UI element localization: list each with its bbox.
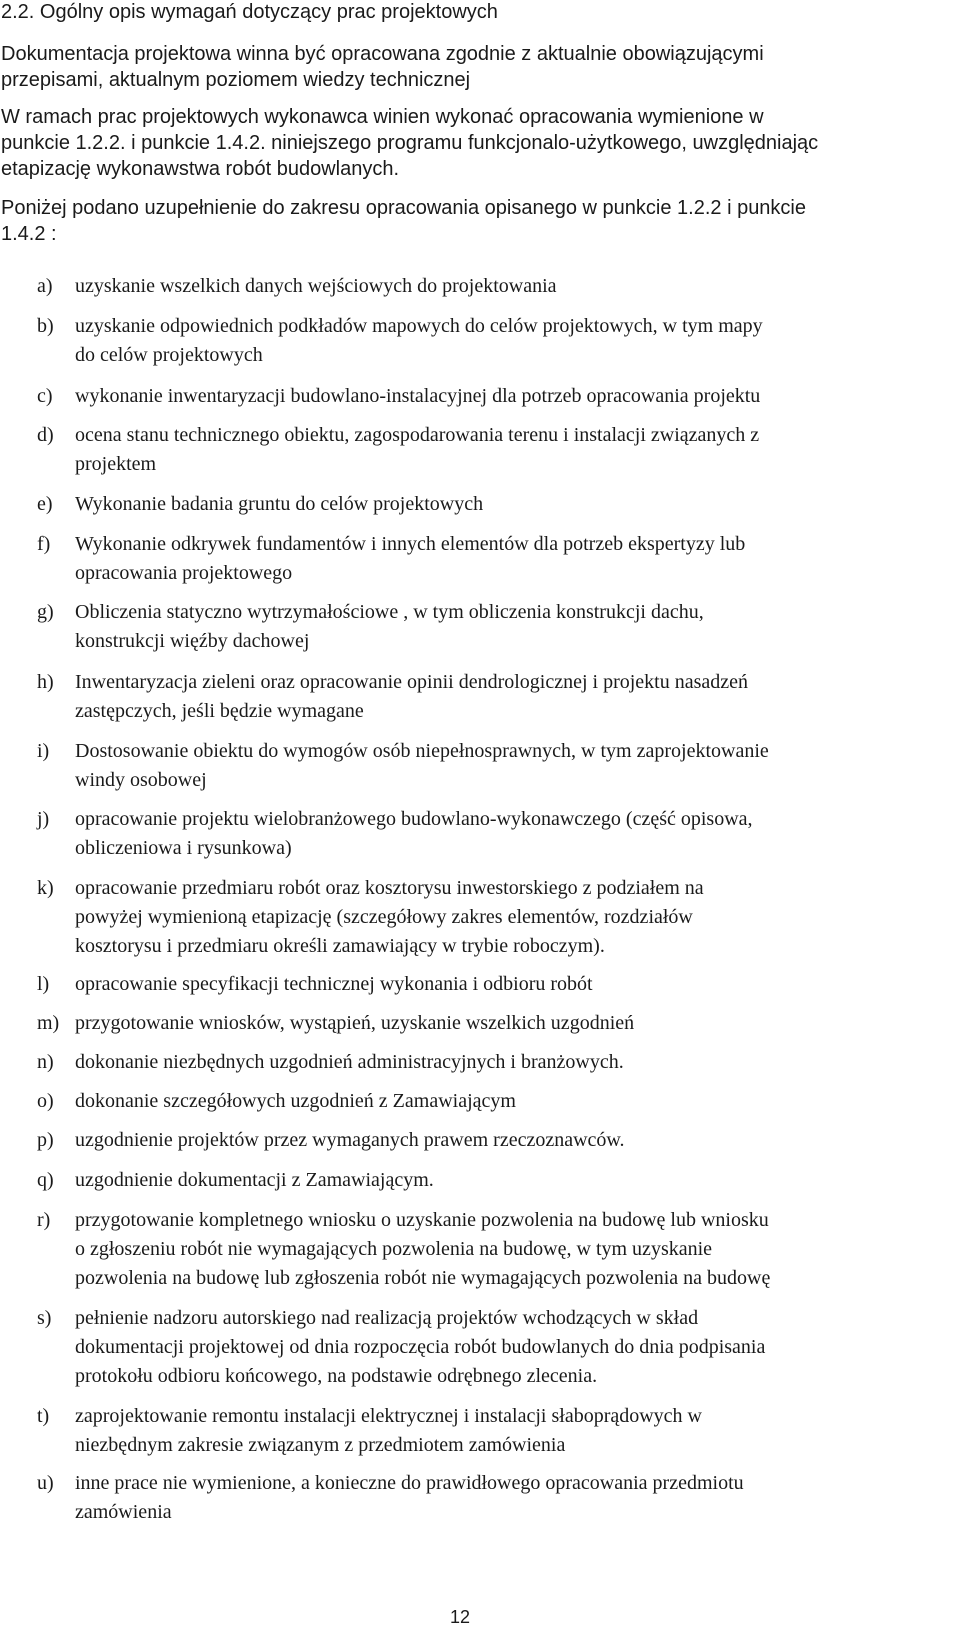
list-item-line: niezbędnym zakresie związanym z przedmiotem zamówienia [75,1433,566,1456]
list-item-text [75,382,960,411]
list-item-text [75,1469,960,1527]
list-item-line: uzgodnienie dokumentacji z Zamawiającym. [75,1169,434,1191]
list-item-letter: c) [37,385,53,407]
list-item-line: windy osobowej [75,768,207,791]
list-item-line: pozwolenia na budowę lub zgłoszenia robót nie wymagających pozwolenia na budowę [75,1266,771,1289]
list-item-letter: i) [37,740,50,762]
list-item-line: Wykonanie odkrywek fundamentów i innych elementów dla potrzeb ekspertyzy lub [75,533,746,555]
list-item-line: pełnienie nadzoru autorskiego nad realizacją projektów wchodzących w skład [75,1307,699,1329]
list-item-letter: o) [37,1090,54,1112]
list-item-line: zastępczych, jeśli będzie wymagane [75,699,364,722]
list-item-text [75,421,960,479]
list-item-line: Wykonanie badania gruntu do celów projektowych [75,493,484,515]
list-item-line: opracowania projektowego [75,561,293,584]
section-heading: 2.2. Ogólny opis wymagań dotyczący prac projektowych [1,1,498,23]
list-item-line: wykonanie inwentaryzacji budowlano-instalacyjnej dla potrzeb opracowania projektu [75,385,761,407]
list-item-letter: l) [37,973,50,995]
list-item-line: powyżej wymienioną etapizację (szczegółowy zakres elementów, rozdziałów [75,905,693,928]
list-item-letter: r) [37,1209,51,1231]
list-item-text [75,312,960,370]
list-item-letter: s) [37,1307,52,1329]
page-number: 12 [450,1607,471,1627]
list-item-letter: e) [37,493,53,515]
list-item-letter: b) [37,315,54,337]
list-item-line: zaprojektowanie remontu instalacji elektrycznej i instalacji słaboprądowych w [75,1405,702,1427]
list-item-letter: t) [37,1405,50,1427]
list-item-line: obliczeniowa i rysunkowa) [75,836,292,859]
list-item-letter: q) [37,1169,54,1191]
list-item-line: Obliczenia statyczno wytrzymałościowe , w tym obliczenia konstrukcji dachu, [75,601,704,623]
list-item-text [75,598,960,656]
list-item-line: uzgodnienie projektów przez wymaganych prawem rzeczoznawców. [75,1129,625,1151]
list-item-line: przygotowanie wniosków, wystąpień, uzyskanie wszelkich uzgodnień [75,1012,635,1034]
paragraph-line: Poniżej podano uzupełnienie do zakresu opracowania opisanego w punkcie 1.2.2 i punkcie [1,197,806,219]
list-item-line: uzyskanie odpowiednich podkładów mapowych do celów projektowych, w tym mapy [75,315,763,337]
list-item-line: opracowanie specyfikacji technicznej wykonania i odbioru robót [75,973,593,995]
list-item-line: protokołu odbioru końcowego, na podstawie odrębnego zlecenia. [75,1364,598,1387]
list-item-line: dokonanie niezbędnych uzgodnień administracyjnych i branżowych. [75,1051,624,1073]
list-item-text [75,1206,960,1292]
list-item-text [75,272,960,301]
list-item-letter: j) [37,808,50,830]
list-item-line: dokonanie szczegółowych uzgodnień z Zamawiającym [75,1090,516,1112]
list-item-letter: p) [37,1129,54,1151]
paragraph-scope [1,104,956,182]
list-item-line: konstrukcji więźby dachowej [75,629,310,652]
list-item-letter: h) [37,671,54,693]
list-item-letter: n) [37,1051,54,1073]
list-item-text [75,1048,960,1077]
list-item-line: kosztorysu i przedmiaru określi zamawiający w trybie roboczym). [75,934,605,957]
list-item-text [75,805,960,863]
list-item-letter: m) [37,1012,60,1034]
paragraph-line: W ramach prac projektowych wykonawca winien wykonać opracowania wymienione w [1,106,764,128]
list-item-line: inne prace nie wymienione, a konieczne do prawidłowego opracowania przedmiotu [75,1472,744,1494]
paragraph-line: Dokumentacja projektowa winna być opracowana zgodnie z aktualnie obowiązującymi [1,43,764,65]
list-item-text [75,1402,960,1460]
paragraph-line: punkcie 1.2.2. i punkcie 1.4.2. niniejszego programu funkcjonalo-użytkowego, uwzględniając [1,132,819,154]
list-item-text [75,490,960,519]
paragraph-supplement [1,195,956,247]
list-item-line: ocena stanu technicznego obiektu, zagospodarowania terenu i instalacji związanych z [75,424,760,446]
list-item-line: opracowanie projektu wielobranżowego budowlano-wykonawczego (część opisowa, [75,808,753,830]
list-item-line: opracowanie przedmiaru robót oraz kosztorysu inwestorskiego z podziałem na [75,877,704,899]
list-item-line: o zgłoszeniu robót nie wymagających pozwolenia na budowę, w tym uzyskanie [75,1237,713,1260]
list-item-line: dokumentacji projektowej od dnia rozpoczęcia robót budowlanych do dnia podpisania [75,1335,766,1358]
list-item-line: zamówienia [75,1500,172,1523]
list-item-text [75,668,960,726]
list-item-text [75,737,960,795]
list-item-text [75,1304,960,1390]
list-item-text [75,874,960,960]
list-item-line: uzyskanie wszelkich danych wejściowych do projektowania [75,275,557,297]
list-item-letter: a) [37,275,53,297]
paragraph-line: 1.4.2 : [1,223,57,245]
list-item-text [75,530,960,588]
list-item-line: przygotowanie kompletnego wniosku o uzyskanie pozwolenia na budowę lub wniosku [75,1209,769,1231]
list-item-line: Dostosowanie obiektu do wymogów osób niepełnosprawnych, w tym zaprojektowanie [75,740,769,762]
list-item-line: Inwentaryzacja zieleni oraz opracowanie opinii dendrologicznej i projektu nasadzeń [75,671,749,693]
paragraph-documentation [1,41,956,93]
list-item-letter: f) [37,533,51,555]
list-item-line: do celów projektowych [75,343,263,366]
list-item-letter: d) [37,424,54,446]
list-item-letter: k) [37,877,54,899]
list-item-letter: u) [37,1472,54,1494]
paragraph-line: przepisami, aktualnym poziomem wiedzy technicznej [1,69,471,91]
list-item-text [75,1087,960,1116]
list-item-text [75,970,960,999]
list-item-text [75,1009,960,1038]
list-item-text [75,1166,960,1195]
list-item-line: projektem [75,452,157,475]
paragraph-line: etapizację wykonawstwa robót budowlanych. [1,158,399,180]
list-item-text [75,1126,960,1155]
list-item-letter: g) [37,601,54,623]
